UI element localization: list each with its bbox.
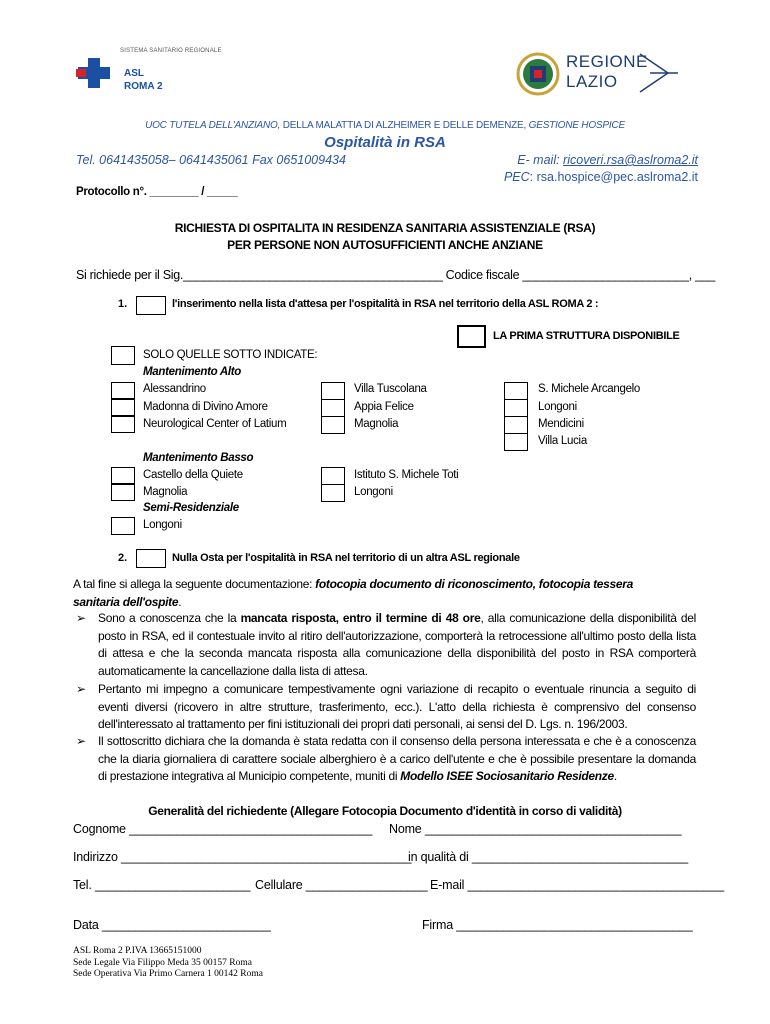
cellulare-field[interactable]: Cellulare __________________ [255,878,428,892]
alto-col1-checkbox-0[interactable] [111,382,135,399]
region-name-line1: REGIONE [566,52,648,71]
docs-dot: . [178,595,182,609]
generalita-heading: Generalità del richiedente (Allegare Fotocopia Documento d'identità in corso di validità) [148,804,622,818]
option1-number: 1. [118,298,128,310]
bullet-2 [76,681,696,734]
pec-label: PEC [503,170,530,184]
protocollo: Protocollo n°. ________ / _____ [76,186,238,198]
alto-col2-label-0: Villa Tuscolana [354,383,427,395]
indirizzo-field[interactable]: Indirizzo ___________________________________________ [73,850,412,864]
qualita-field[interactable]: in qualità di ________________________________ [408,850,688,864]
request-heading-1: RICHIESTA DI OSPITALITA IN RESIDENZA SANITARIA ASSISTENZIALE (RSA) [174,221,596,235]
request-heading-2: PER PERSONE NON AUTOSUFFICIENTI ANCHE ANZIANE [227,238,543,252]
data-field[interactable]: Data _________________________ [73,918,271,932]
basso-col1-label-1: Magnolia [143,486,188,498]
only-selected-label: SOLO QUELLE SOTTO INDICATE: [143,349,318,361]
pec-address: : rsa.hospice@pec.aslroma2.it [529,170,698,184]
alto-title: Mantenimento Alto [143,366,241,378]
alto-col2-label-2: Magnolia [354,418,399,430]
bullet1-bold: mancata risposta, entro il termine di 48 ore [240,611,481,625]
basso-col2-label-0: Istituto S. Michele Toti [354,469,459,481]
regione-lazio-logo [516,50,686,100]
semi-title: Semi-Residenziale [143,502,239,514]
bullet-3 [76,733,696,786]
alto-col3-label-2: Mendicini [538,418,584,430]
uoc-part2: DELLA MALATTIA DI ALZHEIMER E DELLE DEMENZE, [280,120,527,131]
basso-title: Mantenimento Basso [143,452,254,464]
region-name-line2: LAZIO [566,72,618,91]
semi-label-0: Longoni [143,519,182,531]
alto-col1-label-1: Madonna di Divino Amore [143,401,268,413]
semi-checkbox-0[interactable] [111,517,135,535]
nome-field[interactable]: Nome ______________________________________ [389,822,682,836]
footer-line-2: Sede Legale Via Filippo Meda 35 00157 Roma [73,957,252,968]
tel-field[interactable]: Tel. _______________________ [73,878,251,892]
docs-list-2: sanitaria dell'ospite [73,595,179,609]
option1-checkbox[interactable] [136,296,166,315]
firma-field[interactable]: Firma ___________________________________ [422,918,693,932]
basso-col2-label-1: Longoni [354,486,393,498]
bullet-arrow-icon: ➢ [76,611,86,625]
alto-col3-checkbox-3[interactable] [504,433,528,451]
ssr-label: SISTEMA SANITARIO REGIONALE [120,48,222,54]
email-link[interactable]: ricoveri.rsa@aslroma2.it [563,153,698,167]
bullet1-a: Sono a conoscenza che la [98,611,241,625]
first-available-checkbox[interactable] [457,325,486,348]
bullet-arrow-icon: ➢ [76,682,86,696]
footer-line-1: ASL Roma 2 P.IVA 13665151000 [73,946,202,956]
alto-col3-checkbox-1[interactable] [504,399,528,417]
basso-col2-checkbox-1[interactable] [321,484,345,502]
lazio-emblem-icon [516,52,560,96]
documentation-text [73,575,698,611]
alto-col2-checkbox-0[interactable] [321,382,345,400]
footer [73,946,263,981]
asl-name-line2: ROMA 2 [124,81,163,92]
alto-col1-checkbox-2[interactable] [111,416,135,433]
alto-col2-checkbox-2[interactable] [321,416,345,434]
uoc-part1: UOC TUTELA DELL'ANZIANO, [145,120,281,131]
asl-cross-icon [76,58,114,88]
page-title: Ospitalità in RSA [324,134,446,151]
alto-col1-checkbox-1[interactable] [111,399,135,416]
bullet1-b: , alla comunicazione della disponibilità del posto in RSA, ed il contestuale invito al ritiro dell'autorizzazione, comporterà la retrocessione all'ultimo posto della lista di attesa e che la seconda mancata risposta alla comunicazione della disponibilità del posto in RSA comporterà automaticamente la cancellazione dalla lista di attesa. [98,611,697,678]
bullet3-isee: Modello ISEE Sociosanitario Residenze [400,769,614,783]
bullet2-text: Pertanto mi impegno a comunicare tempestivamente ogni variazione di recapito o eventuale rinuncia a seguito di eventi diversi (ricovero in altre strutture, trasferimento, ecc.). L'atto della richiesta è comprensivo del consenso dell'interessato al trattamento per fini istituzionali dei propri dati personali, ai sensi del D. Lgs. n. 196/2003. [98,682,696,731]
pec-line [460,170,698,184]
alto-col2-label-1: Appia Felice [354,401,414,413]
alto-col3-label-0: S. Michele Arcangelo [538,383,641,395]
docs-intro: A tal fine si allega la seguente documentazione: [73,577,316,591]
only-selected-checkbox[interactable] [111,346,135,365]
email-field[interactable]: E-mail ______________________________________ [430,878,725,892]
email-label: E- mail: [517,153,564,167]
uoc-line [0,120,770,131]
email-line [460,153,698,167]
option2-number: 2. [118,552,128,564]
alto-col3-checkbox-2[interactable] [504,416,528,434]
asl-name-line1: ASL [124,68,144,79]
chevron-decoration-icon [638,52,678,94]
alto-col2-checkbox-1[interactable] [321,399,345,417]
option1-text: l'inserimento nella lista d'attesa per l'ospitalità in RSA nel territorio della ASL ROMA 2 : [172,298,599,310]
docs-list-1: fotocopia documento di riconoscimento, fotocopia tessera [315,577,634,591]
asl-logo [76,48,236,98]
alto-col1-label-2: Neurological Center of Latium [143,418,287,430]
alto-col3-checkbox-0[interactable] [504,382,528,400]
basso-col1-label-0: Castello della Quiete [143,469,243,481]
alto-col1-label-0: Alessandrino [143,383,206,395]
cognome-field[interactable]: Cognome ____________________________________ [73,822,373,836]
footer-line-3: Sede Operativa Via Primo Carnera 1 00142 Roma [73,969,263,979]
basso-col1-checkbox-1[interactable] [111,484,135,501]
basso-col1-checkbox-0[interactable] [111,467,135,484]
alto-col3-label-3: Villa Lucia [538,435,587,447]
bullet-1 [76,610,696,680]
option2-checkbox[interactable] [136,549,166,568]
tel-fax: Tel. 0641435058– 0641435061 Fax 0651009434 [76,153,346,167]
bullet3-a: Il sottoscritto dichiara che la domanda è stata redatta con il consenso della persona interessata e che è a conoscenza che la diaria giornaliera di carattere sociale alberghiero è a carico dell'utente e che è possibile presentare la domanda di prestazione integrativa al Municipio competente, muniti di [98,734,696,783]
option2-text: Nulla Osta per l'ospitalità in RSA nel territorio di un altra ASL regionale [172,552,520,564]
uoc-part3: GESTIONE HOSPICE [526,120,625,131]
request-line[interactable]: Si richiede per il Sig._______________________________________ Codice fiscale _________________________, ___ [76,268,716,282]
basso-col2-checkbox-0[interactable] [321,467,345,485]
first-available-label: LA PRIMA STRUTTURA DISPONIBILE [493,330,680,342]
bullet3-end: . [613,769,617,783]
bullet-arrow-icon: ➢ [76,734,86,748]
alto-col3-label-1: Longoni [538,401,577,413]
